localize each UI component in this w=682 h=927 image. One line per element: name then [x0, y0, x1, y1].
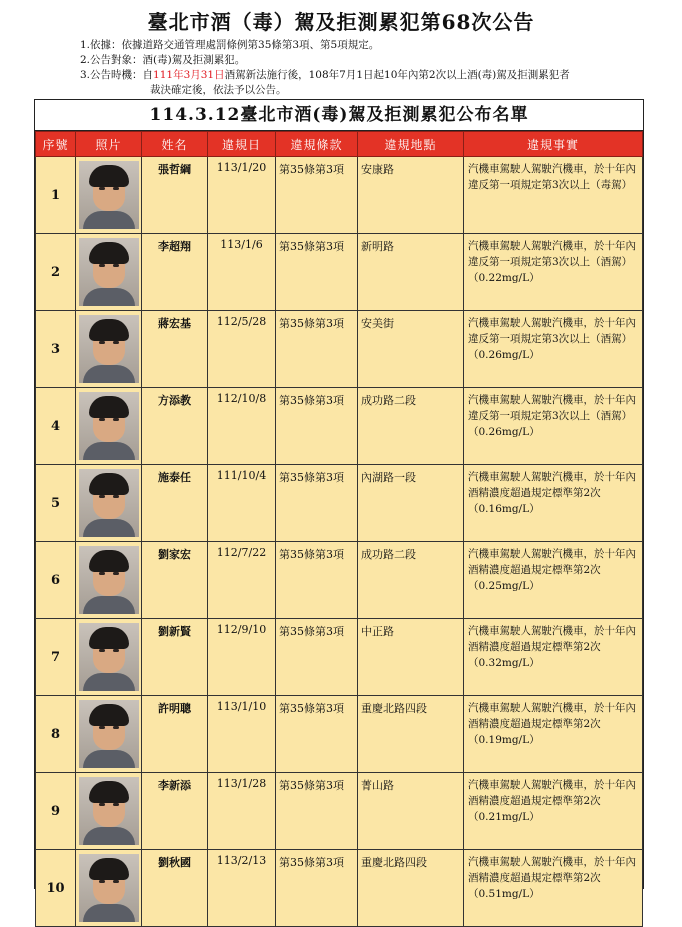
row-name: 施泰任 — [142, 465, 208, 542]
row-photo-cell — [76, 465, 142, 542]
offender-photo — [79, 623, 139, 691]
row-seq: 9 — [36, 773, 76, 850]
row-article: 第35條第3項 — [276, 619, 358, 696]
row-article: 第35條第3項 — [276, 311, 358, 388]
note-timing-rest: 酒駕新法施行後，108年7月1日起10年內第2次以上酒(毒)駕及拒測累犯者 — [224, 69, 570, 81]
row-fact: 汽機車駕駛人駕駛汽機車，於十年內酒精濃度超過規定標準第2次（0.32mg/L） — [464, 619, 643, 696]
row-seq: 3 — [36, 311, 76, 388]
offender-photo — [79, 315, 139, 383]
row-fact: 汽機車駕駛人駕駛汽機車，於十年內違反第一項規定第3次以上（酒駕）（0.22mg/L） — [464, 234, 643, 311]
table-row — [36, 773, 643, 850]
row-location: 重慶北路四段 — [358, 850, 464, 927]
row-location: 菁山路 — [358, 773, 464, 850]
row-photo-cell — [76, 234, 142, 311]
row-seq: 4 — [36, 388, 76, 465]
row-seq: 6 — [36, 542, 76, 619]
row-location: 安康路 — [358, 157, 464, 234]
offender-photo — [79, 238, 139, 306]
row-location: 成功路二段 — [358, 542, 464, 619]
offender-photo — [79, 392, 139, 460]
note-basis: 1.依據：依據道路交通管理處罰條例第35條第3項、第5項規定。 — [80, 39, 380, 51]
table-row — [36, 619, 643, 696]
offender-list-panel — [34, 99, 644, 900]
row-photo-cell — [76, 388, 142, 465]
offender-table — [35, 131, 643, 927]
table-row — [36, 234, 643, 311]
row-name: 張哲綱 — [142, 157, 208, 234]
row-date: 113/1/6 — [208, 234, 276, 311]
row-location: 中正路 — [358, 619, 464, 696]
offender-photo — [79, 469, 139, 537]
offender-photo — [79, 854, 139, 922]
row-fact: 汽機車駕駛人駕駛汽機車，於十年內酒精濃度超過規定標準第2次（0.19mg/L） — [464, 696, 643, 773]
row-article: 第35條第3項 — [276, 388, 358, 465]
row-name: 蔣宏基 — [142, 311, 208, 388]
row-location: 成功路二段 — [358, 388, 464, 465]
row-date: 112/9/10 — [208, 619, 276, 696]
offender-photo — [79, 777, 139, 845]
col-name: 姓名 — [142, 132, 208, 157]
col-seq: 序號 — [36, 132, 76, 157]
col-location: 違規地點 — [358, 132, 464, 157]
row-article: 第35條第3項 — [276, 234, 358, 311]
row-fact: 汽機車駕駛人駕駛汽機車，於十年內酒精濃度超過規定標準第2次（0.25mg/L） — [464, 542, 643, 619]
row-fact: 汽機車駕駛人駕駛汽機車，於十年內酒精濃度超過規定標準第2次（0.51mg/L） — [464, 850, 643, 927]
table-row — [36, 465, 643, 542]
row-photo-cell — [76, 157, 142, 234]
table-row — [36, 157, 643, 234]
table-row — [36, 696, 643, 773]
note-timing-continued: 裁決確定後，依法予以公告。 — [150, 84, 287, 96]
page-title: 臺北市酒（毒）駕及拒測累犯第68次公告 — [147, 10, 535, 34]
note-timing-date: 111年3月31日 — [153, 69, 225, 81]
row-date: 112/10/8 — [208, 388, 276, 465]
row-location: 安美街 — [358, 311, 464, 388]
row-date: 112/7/22 — [208, 542, 276, 619]
row-photo-cell — [76, 311, 142, 388]
row-photo-cell — [76, 696, 142, 773]
row-name: 李超翔 — [142, 234, 208, 311]
col-photo: 照片 — [76, 132, 142, 157]
note-target: 2.公告對象：酒(毒)駕及拒測累犯。 — [80, 54, 246, 66]
row-seq: 1 — [36, 157, 76, 234]
row-seq: 8 — [36, 696, 76, 773]
row-name: 劉家宏 — [142, 542, 208, 619]
row-photo-cell — [76, 850, 142, 927]
note-timing — [80, 68, 670, 83]
row-name: 劉新賢 — [142, 619, 208, 696]
row-location: 重慶北路四段 — [358, 696, 464, 773]
row-date: 113/1/10 — [208, 696, 276, 773]
row-seq: 10 — [36, 850, 76, 927]
row-article: 第35條第3項 — [276, 850, 358, 927]
row-photo-cell — [76, 619, 142, 696]
list-title: 114.3.12臺北市酒(毒)駕及拒測累犯公布名單 — [35, 100, 643, 131]
row-date: 111/10/4 — [208, 465, 276, 542]
note-timing-prefix: 3.公告時機：自 — [80, 69, 154, 81]
row-name: 李新添 — [142, 773, 208, 850]
row-name: 方添教 — [142, 388, 208, 465]
row-seq: 2 — [36, 234, 76, 311]
table-row — [36, 850, 643, 927]
row-seq: 5 — [36, 465, 76, 542]
row-name: 許明聰 — [142, 696, 208, 773]
col-article: 違規條款 — [276, 132, 358, 157]
row-article: 第35條第3項 — [276, 542, 358, 619]
offender-photo — [79, 546, 139, 614]
row-fact: 汽機車駕駛人駕駛汽機車，於十年內違反第一項規定第3次以上（毒駕） — [464, 157, 643, 234]
row-date: 113/1/28 — [208, 773, 276, 850]
row-fact: 汽機車駕駛人駕駛汽機車，於十年內酒精濃度超過規定標準第2次（0.21mg/L） — [464, 773, 643, 850]
row-date: 112/5/28 — [208, 311, 276, 388]
col-date: 違規日 — [208, 132, 276, 157]
table-row — [36, 542, 643, 619]
table-body — [36, 157, 643, 927]
row-article: 第35條第3項 — [276, 696, 358, 773]
row-name: 劉秋國 — [142, 850, 208, 927]
row-date: 113/1/20 — [208, 157, 276, 234]
row-seq: 7 — [36, 619, 76, 696]
offender-photo — [79, 161, 139, 229]
row-fact: 汽機車駕駛人駕駛汽機車，於十年內違反第一項規定第3次以上（酒駕）（0.26mg/L） — [464, 388, 643, 465]
row-article: 第35條第3項 — [276, 157, 358, 234]
notice-notes — [80, 38, 670, 98]
row-article: 第35條第3項 — [276, 465, 358, 542]
table-row — [36, 311, 643, 388]
row-photo-cell — [76, 542, 142, 619]
table-header-row — [36, 132, 643, 157]
col-fact: 違規事實 — [464, 132, 643, 157]
row-date: 113/2/13 — [208, 850, 276, 927]
table-row — [36, 388, 643, 465]
row-fact: 汽機車駕駛人駕駛汽機車，於十年內違反第一項規定第3次以上（酒駕）（0.26mg/L） — [464, 311, 643, 388]
offender-photo — [79, 700, 139, 768]
row-location: 內湖路一段 — [358, 465, 464, 542]
row-location: 新明路 — [358, 234, 464, 311]
row-photo-cell — [76, 773, 142, 850]
row-fact: 汽機車駕駛人駕駛汽機車，於十年內酒精濃度超過規定標準第2次（0.16mg/L） — [464, 465, 643, 542]
row-article: 第35條第3項 — [276, 773, 358, 850]
